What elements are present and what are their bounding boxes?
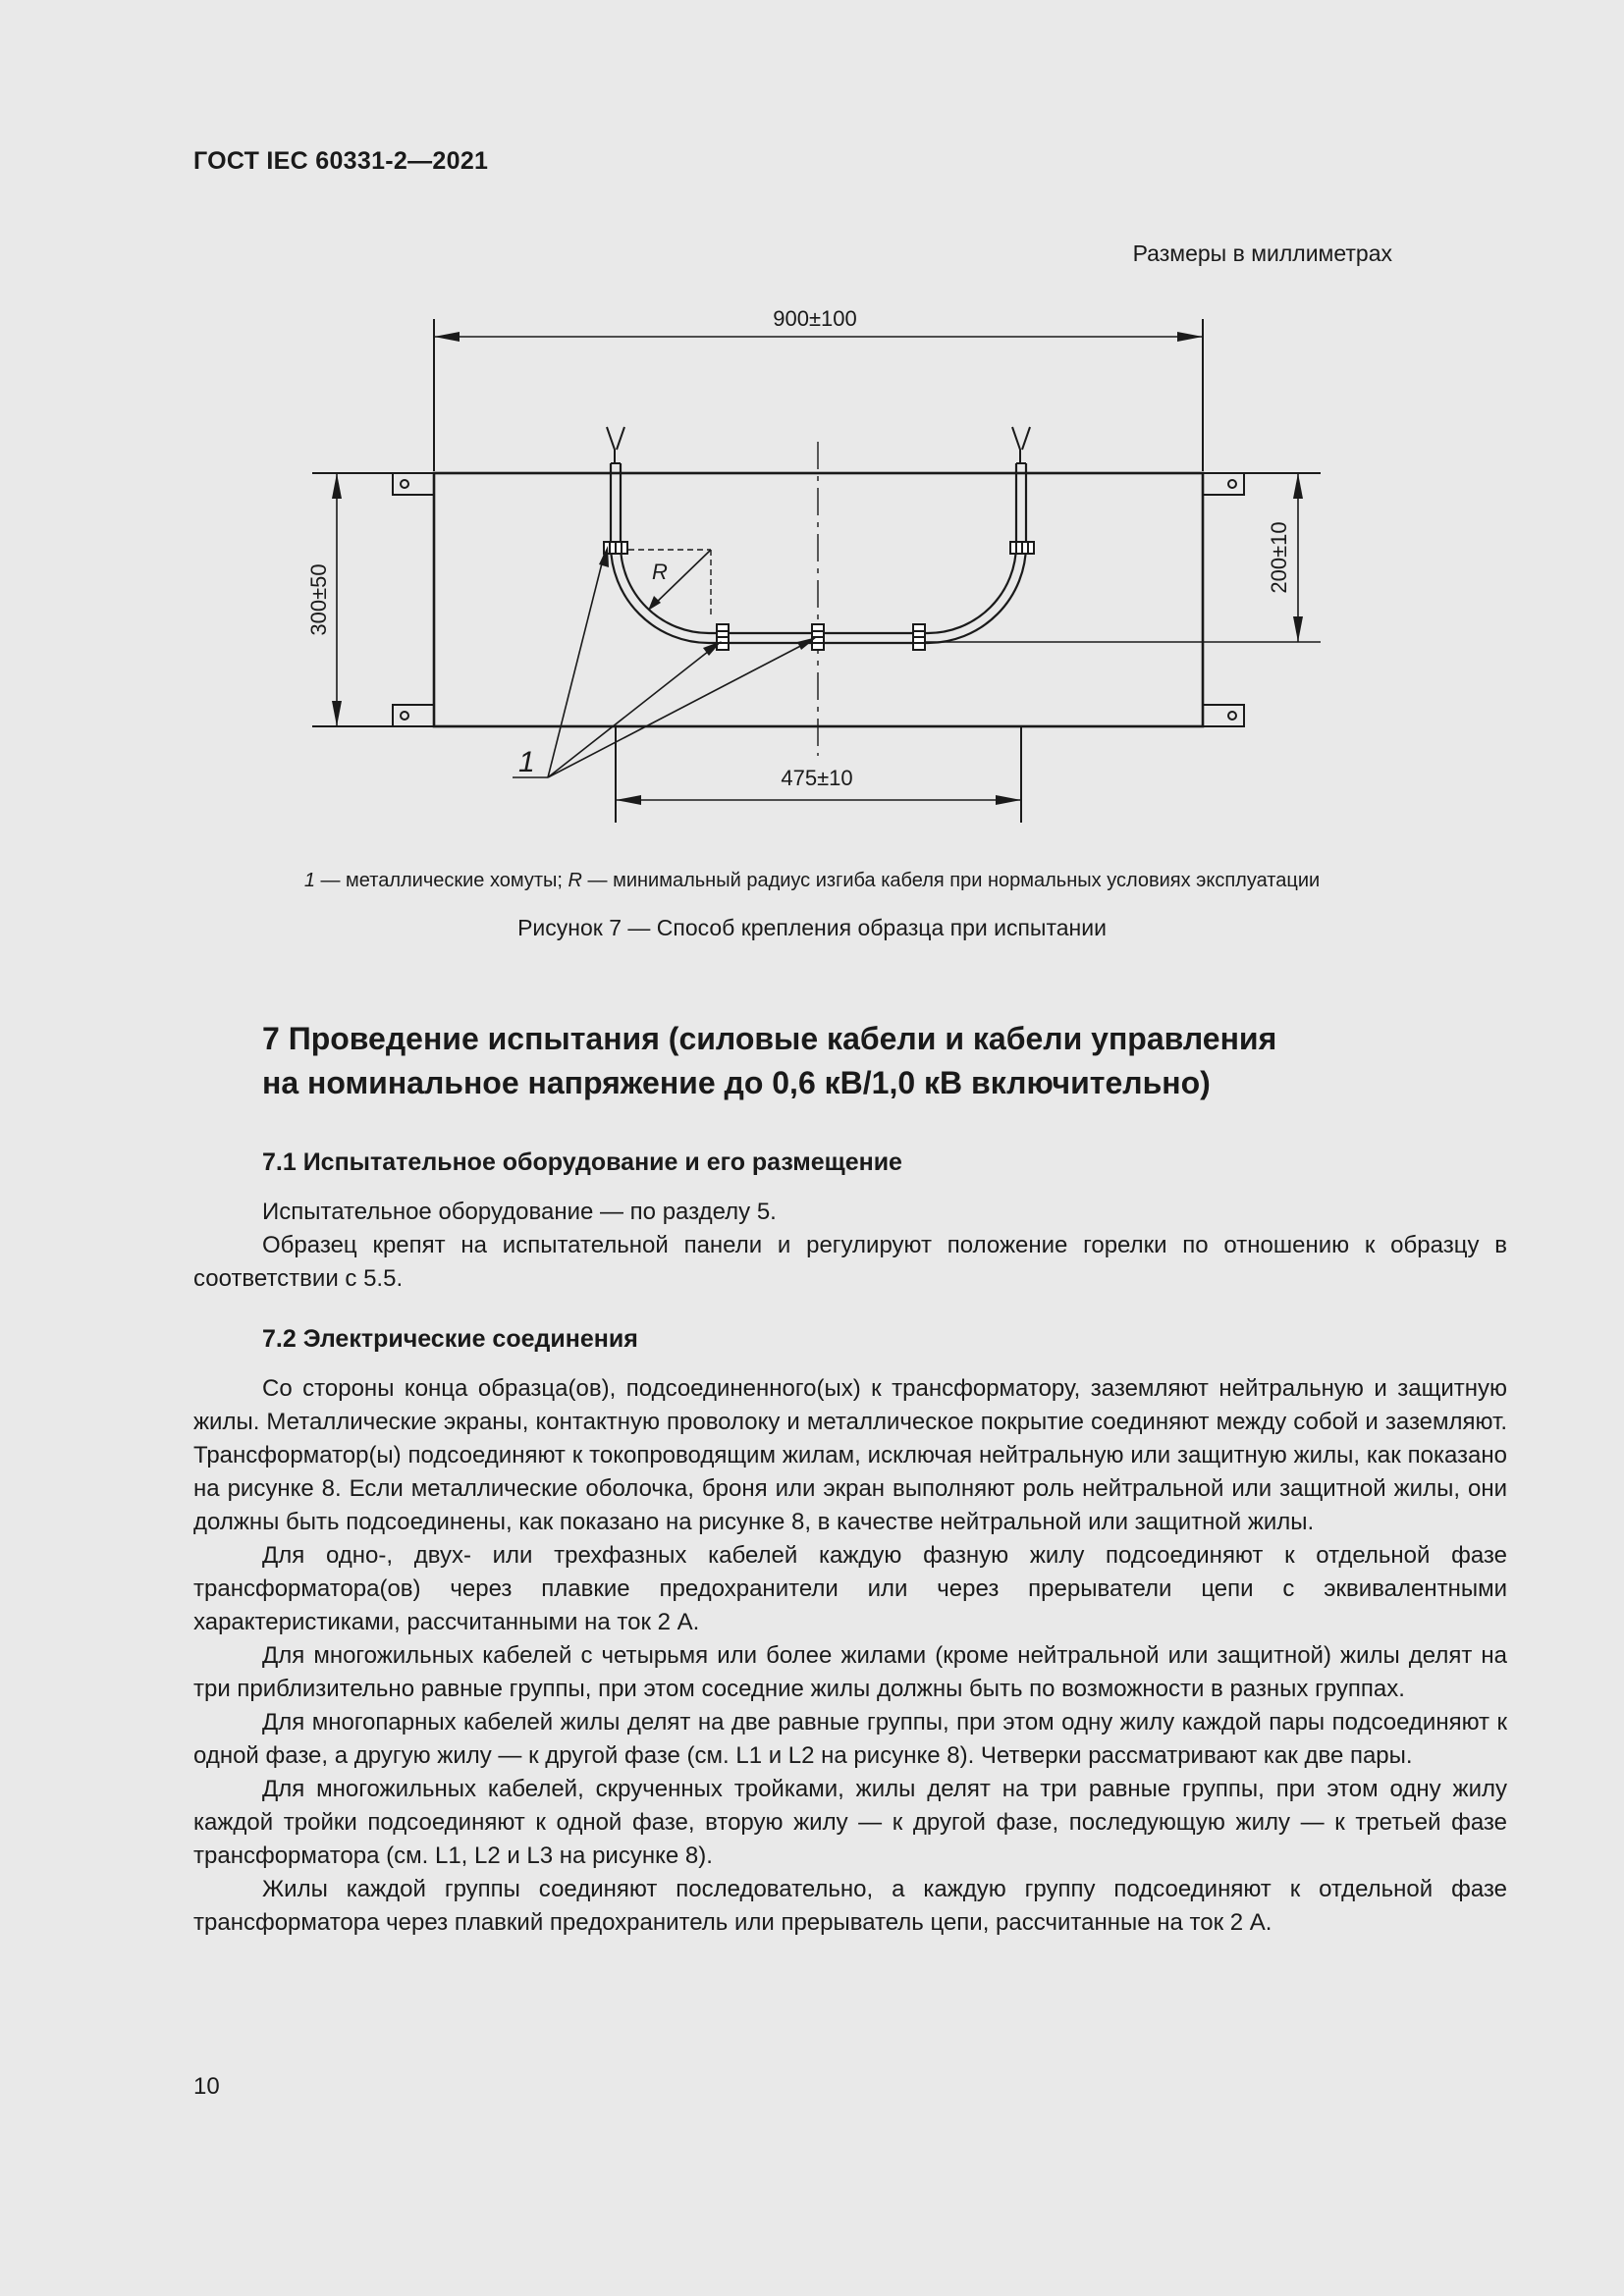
paragraph-7-1-a: Испытательное оборудование — по разделу 5.: [262, 1199, 777, 1225]
paragraph-7-2-6: Жилы каждой группы соединяют последовательно, а каждую группу подсоединяют к отдельной фазе трансформатора через плавкий предохранитель или прерыватель цепи, рассчитанные на ток 2 А.: [193, 1876, 1507, 1936]
units-note: Размеры в миллиметрах: [1132, 240, 1392, 266]
section-title-line-2: на номинальное напряжение до 0,6 кВ/1,0 кВ включительно): [262, 1065, 1211, 1100]
legend-text-2: — минимальный радиус изгиба кабеля при нормальных условиях эксплуатации: [581, 870, 1321, 891]
paragraph-7-2-3: Для многожильных кабелей с четырьмя или более жилами (кроме нейтральной или защитной) жилы делят на три приблизительно равные группы, при этом соседние жилы должны быть по возможности в разных группах.: [193, 1642, 1507, 1702]
legend-text-1: — металлические хомуты;: [314, 870, 568, 891]
lug-bl: [393, 705, 434, 726]
figure-7-drawing: [295, 294, 1355, 844]
section-title-line-1: 7 Проведение испытания (силовые кабели и кабели управления: [262, 1021, 1277, 1056]
radius-label: R: [652, 560, 668, 584]
section-7-title: [262, 1017, 1276, 1105]
figure-legend: [0, 870, 1624, 892]
lug-br: [1203, 705, 1244, 726]
figure-caption: Рисунок 7 — Способ крепления образца при испытании: [517, 915, 1107, 940]
dim-height-right-label: 200±10: [1267, 521, 1291, 594]
subsection-7-2-body: [193, 1372, 1507, 1940]
page-number: 10: [193, 2073, 220, 2100]
subsection-7-2-title: 7.2 Электрические соединения: [262, 1325, 638, 1353]
page-header: ГОСТ IEC 60331-2—2021: [193, 147, 489, 175]
dim-width-label: 900±100: [773, 306, 857, 331]
legend-key-r: R: [568, 870, 582, 891]
paragraph-7-1-b: Образец крепят на испытательной панели и регулируют положение горелки по отношению к образцу в соответствии с 5.5.: [193, 1232, 1507, 1292]
subsection-7-1-body: [193, 1196, 1507, 1296]
lug-tl: [393, 473, 434, 495]
paragraph-7-2-4: Для многопарных кабелей жилы делят на две равные группы, при этом одну жилу каждой пары подсоединяют к одной фазе, а другую жилу — к другой фазе (см. L1 и L2 на рисунке 8). Четверки рассматривают как две пары.: [193, 1709, 1507, 1769]
legend-key-1: 1: [303, 870, 315, 891]
subsection-7-1-title: 7.1 Испытательное оборудование и его размещение: [262, 1148, 902, 1176]
paragraph-7-2-1: Со стороны конца образца(ов), подсоединенного(ых) к трансформатору, заземляют нейтральную и защитную жилы. Металлические экраны, контактную проволоку и металлическое покрытие соединяют между собой и заземляют. Трансформатор(ы) подсоединяют к токопроводящим жилам, исключая нейтральную или защитную жилы, как показано на рисунке 8. Если металлические оболочка, броня или экран выполняют роль нейтральной или защитной жилы, они должны быть подсоединены, как показано на рисунке 8, в качестве нейтральной или защитной жилы.: [193, 1375, 1507, 1535]
dim-bottom-label: 475±10: [781, 766, 853, 790]
lug-tr: [1203, 473, 1244, 495]
paragraph-7-2-5: Для многожильных кабелей, скрученных тройками, жилы делят на три равные группы, при этом одну жилу каждой тройки подсоединяют к одной фазе, вторую жилу — к другой фазе, последующую жилу — к третьей фазе трансформатора (см. L1, L2 и L3 на рисунке 8).: [193, 1776, 1507, 1869]
clamp-key-label: 1: [518, 746, 535, 778]
dim-height-left-label: 300±50: [306, 563, 331, 636]
paragraph-7-2-2: Для одно-, двух- или трехфазных кабелей каждую фазную жилу подсоединяют к отдельной фазе трансформатора(ов) через плавкие предохранители или через прерыватели цепи с эквивалентными характеристиками, рассчитанными на ток 2 А.: [193, 1542, 1507, 1635]
